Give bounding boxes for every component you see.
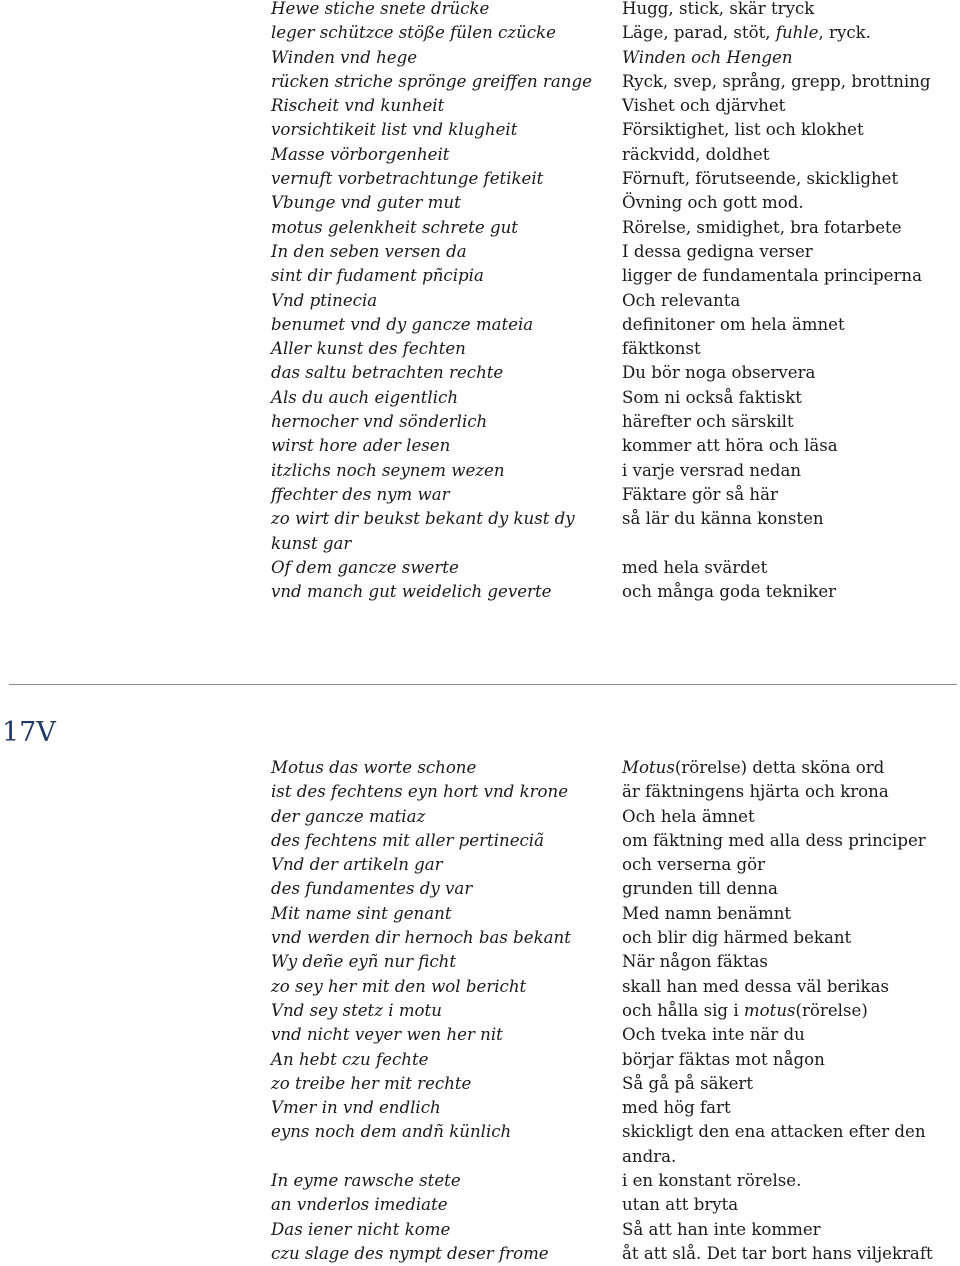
verse-line: In den seben versen da xyxy=(271,241,467,261)
translation-line: Du bör noga observera xyxy=(622,363,816,383)
blank-line xyxy=(271,1145,571,1169)
translation-line: Så gå på säkert xyxy=(622,1073,753,1093)
verse-line: Hewe stiche snete drücke xyxy=(271,0,490,18)
translation-line: åt att slå. Det tar bort hans viljekraft xyxy=(622,1243,933,1263)
verse-line: An hebt czu fechte xyxy=(271,1049,429,1069)
verse-line: zo treibe her mit rechte xyxy=(271,1073,472,1093)
verse-line: ist des fechtens eyn hort vnd krone xyxy=(271,782,569,802)
italic-term: fuhle xyxy=(775,23,819,43)
verse-line: hernocher vnd sönderlich xyxy=(271,412,488,432)
blank-line xyxy=(622,532,931,556)
section-divider xyxy=(9,684,957,685)
text-segment: Läge, parad, stöt, xyxy=(622,23,776,43)
translation-line: i varje versrad nedan xyxy=(622,460,802,480)
verse-line: In eyme rawsche stete xyxy=(271,1171,461,1191)
verse-line: wirst hore ader lesen xyxy=(271,436,451,456)
translation-line: Fäktare gör så här xyxy=(622,484,778,504)
translation-line: härefter och särskilt xyxy=(622,412,794,432)
text-segment: , ryck. xyxy=(818,23,871,43)
translation-line: Som ni också faktiskt xyxy=(622,387,802,407)
translation-line: skall han med dessa väl berikas xyxy=(622,976,889,996)
translation-line: så lär du känna konsten xyxy=(622,509,824,529)
verse-line: zo wirt dir beukst bekant dy kust dy xyxy=(271,509,575,529)
translation-line: Rörelse, smidighet, bra fotarbete xyxy=(622,217,902,237)
folio-number: 17V xyxy=(2,717,56,748)
translation-line: och många goda tekniker xyxy=(622,582,837,602)
top-swedish-translation xyxy=(622,0,931,604)
translation-line: fäktkonst xyxy=(622,339,701,359)
translation-line: Och hela ämnet xyxy=(622,806,755,826)
verse-line: motus gelenkheit schrete gut xyxy=(271,217,518,237)
verse-line: Winden vnd hege xyxy=(271,47,418,67)
translation-line: om fäktning med alla dess principer xyxy=(622,830,926,850)
translation-line: Försiktighet, list och klokhet xyxy=(622,120,864,140)
translation-line: ligger de fundamentala principerna xyxy=(622,266,923,286)
translation-line: med hela svärdet xyxy=(622,557,768,577)
translation-line: Så att han inte kommer xyxy=(622,1219,821,1239)
verse-line: des fundamentes dy var xyxy=(271,879,473,899)
verse-line: Vnd sey stetz i motu xyxy=(271,1000,442,1020)
translation-line: Ryck, svep, språng, grepp, brottning xyxy=(622,71,931,91)
verse-line: vernuft vorbetrachtunge fetikeit xyxy=(271,169,544,189)
verse-line: Als du auch eigentlich xyxy=(271,387,459,407)
translation-line xyxy=(622,999,933,1023)
translation-line: i en konstant rörelse. xyxy=(622,1171,802,1191)
verse-line: Vbunge vnd guter mut xyxy=(271,193,461,213)
verse-line: Mit name sint genant xyxy=(271,903,452,923)
italic-term: Motus xyxy=(622,758,675,777)
translation-line: definitoner om hela ämnet xyxy=(622,314,845,334)
translation-line: Förnuft, förutseende, skicklighet xyxy=(622,169,899,189)
translation-line: Övning och gott mod. xyxy=(622,193,804,213)
top-german-verse xyxy=(271,0,592,604)
verse-line: Rischeit vnd kunheit xyxy=(271,96,445,116)
verse-line: kunst gar xyxy=(271,533,352,553)
text-segment: och hålla sig i xyxy=(622,1000,744,1020)
translation-line: andra. xyxy=(622,1146,677,1166)
translation-line: Hugg, stick, skär tryck xyxy=(622,0,815,18)
translation-line: skickligt den ena attacken efter den xyxy=(622,1122,926,1142)
verse-line: ffechter des nym war xyxy=(271,484,450,504)
translation-line: kommer att höra och läsa xyxy=(622,436,838,456)
translation-line: Vishet och djärvhet xyxy=(622,96,786,116)
verse-line: Vnd ptinecia xyxy=(271,290,378,310)
verse-line: czu slage des nympt deser frome xyxy=(271,1243,549,1263)
translation-line: Med namn benämnt xyxy=(622,903,792,923)
translation-line: Och tveka inte när du xyxy=(622,1025,805,1045)
translation-line: Winden och Hengen xyxy=(622,47,793,67)
verse-line: zo sey her mit den wol bericht xyxy=(271,976,527,996)
verse-line: sint dir fudament pñcipia xyxy=(271,266,484,286)
verse-line: Wy deñe eyñ nur ficht xyxy=(271,952,457,972)
translation-line: Och relevanta xyxy=(622,290,741,310)
translation-line: grunden till denna xyxy=(622,879,778,899)
bottom-swedish-translation xyxy=(622,756,933,1266)
translation-line: med hög fart xyxy=(622,1098,731,1118)
verse-line: Vmer in vnd endlich xyxy=(271,1098,441,1118)
verse-line: das saltu betrachten rechte xyxy=(271,363,504,383)
translation-line: och blir dig härmed bekant xyxy=(622,928,852,948)
verse-line: vnd manch gut weidelich geverte xyxy=(271,582,552,602)
translation-line: utan att bryta xyxy=(622,1195,739,1215)
translation-line: och verserna gör xyxy=(622,855,766,875)
italic-term: motus xyxy=(743,1000,796,1020)
translation-line: räckvidd, doldhet xyxy=(622,144,770,164)
verse-line: der gancze matiaz xyxy=(271,806,426,826)
verse-line: Masse vörborgenheit xyxy=(271,144,450,164)
verse-line: Das iener nicht kome xyxy=(271,1219,451,1239)
verse-line: Aller kunst des fechten xyxy=(271,339,466,359)
translation-line: När någon fäktas xyxy=(622,952,768,972)
verse-line: vnd nicht veyer wen her nit xyxy=(271,1025,503,1045)
translation-line: börjar fäktas mot någon xyxy=(622,1049,825,1069)
verse-line: des fechtens mit aller pertineciã xyxy=(271,830,545,850)
translation-line xyxy=(622,756,933,780)
verse-line: itzlichs noch seynem wezen xyxy=(271,460,505,480)
text-segment: (rörelse) detta sköna ord xyxy=(674,758,885,777)
translation-line: är fäktningens hjärta och krona xyxy=(622,782,889,802)
verse-line: eyns noch dem andñ künlich xyxy=(271,1122,512,1142)
verse-line: vorsichtikeit list vnd klugheit xyxy=(271,120,518,140)
verse-line: benumet vnd dy gancze mateia xyxy=(271,314,534,334)
verse-line: Motus das worte schone xyxy=(271,758,477,777)
translation-line xyxy=(622,21,931,45)
translation-line: I dessa gedigna verser xyxy=(622,241,813,261)
verse-line: leger schützce stöße fülen czücke xyxy=(271,23,556,43)
verse-line: rücken striche spröngе greiffen range xyxy=(271,71,592,91)
verse-line: Of dem gancze swerte xyxy=(271,557,459,577)
verse-line: vnd werden dir hernoch bas bekant xyxy=(271,928,571,948)
verse-line: an vnderlos imediate xyxy=(271,1195,448,1215)
bottom-german-verse xyxy=(271,756,571,1266)
text-segment: (rörelse) xyxy=(795,1000,868,1020)
verse-line: Vnd der artikeln gar xyxy=(271,855,443,875)
